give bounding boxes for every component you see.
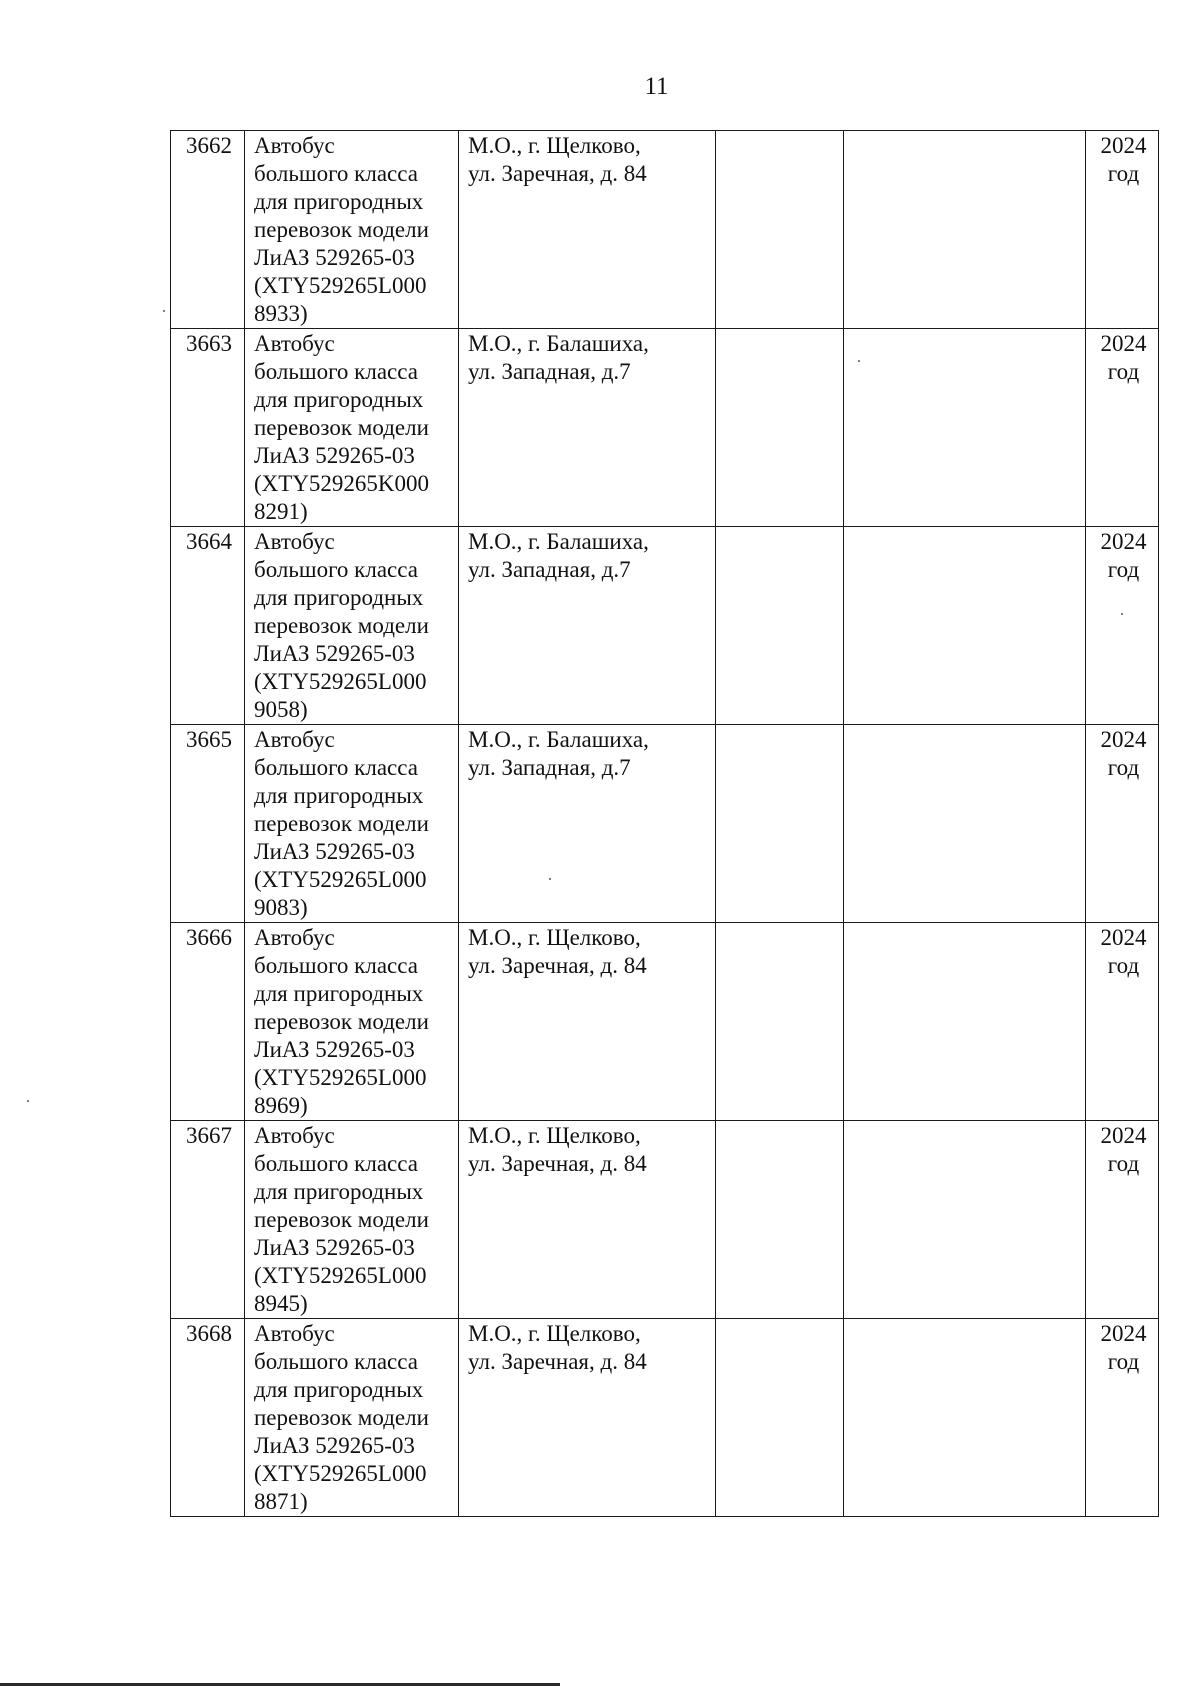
address-line: М.О., г. Щелково, xyxy=(468,1321,641,1346)
vehicle-name-line: Автобус xyxy=(254,133,335,158)
scan-speck xyxy=(27,1100,29,1102)
empty-cell xyxy=(716,923,844,1121)
vehicle-name-cell xyxy=(245,329,459,527)
row-number: 3668 xyxy=(186,1321,232,1346)
vehicle-name-line: (XTY529265K000 xyxy=(254,471,430,496)
scan-edge-line xyxy=(0,1683,560,1686)
address-cell xyxy=(459,527,716,725)
vehicle-name-line: 8291) xyxy=(254,499,308,524)
vehicle-name-line: (XTY529265L000 xyxy=(254,1065,427,1090)
empty-cell xyxy=(844,725,1086,923)
address-cell xyxy=(459,131,716,329)
address-line: М.О., г. Балашиха, xyxy=(468,727,649,752)
year-line: 2024 xyxy=(1100,1321,1147,1346)
vehicle-name-line: (XTY529265L000 xyxy=(254,1263,427,1288)
row-number-cell xyxy=(171,725,245,923)
scan-speck xyxy=(858,360,860,362)
vehicle-name-line: большого класса xyxy=(254,1349,418,1374)
row-number: 3665 xyxy=(186,727,232,752)
vehicle-name-line: Автобус xyxy=(254,925,335,950)
vehicle-name-line: ЛиАЗ 529265-03 xyxy=(254,443,415,468)
vehicle-name-line: большого класса xyxy=(254,953,418,978)
empty-cell xyxy=(844,131,1086,329)
page-number: 11 xyxy=(644,73,669,100)
vehicle-name-line: для пригородных xyxy=(254,981,424,1006)
year-cell xyxy=(1086,725,1159,923)
vehicle-name-line: (XTY529265L000 xyxy=(254,867,427,892)
vehicle-name-line: перевозок модели xyxy=(254,1405,429,1430)
row-number: 3663 xyxy=(186,331,232,356)
table-row xyxy=(171,725,1159,923)
vehicle-name-line: ЛиАЗ 529265-03 xyxy=(254,1235,415,1260)
address-line: ул. Заречная, д. 84 xyxy=(468,161,647,186)
row-number: 3667 xyxy=(186,1123,232,1148)
address-line: М.О., г. Балашиха, xyxy=(468,529,649,554)
address-cell xyxy=(459,923,716,1121)
year-line: год xyxy=(1107,557,1140,582)
scan-speck xyxy=(1121,613,1123,615)
year-line: год xyxy=(1107,1151,1140,1176)
vehicle-name-line: 8933) xyxy=(254,301,308,326)
empty-cell xyxy=(844,1319,1086,1517)
row-number: 3666 xyxy=(186,925,232,950)
address-line: ул. Заречная, д. 84 xyxy=(468,953,647,978)
empty-cell xyxy=(716,1121,844,1319)
vehicle-registry-table xyxy=(170,130,1159,1517)
row-number-cell xyxy=(171,329,245,527)
address-cell xyxy=(459,1121,716,1319)
row-number-cell xyxy=(171,923,245,1121)
row-number: 3664 xyxy=(186,529,232,554)
vehicle-name-line: перевозок модели xyxy=(254,1009,429,1034)
scan-speck xyxy=(163,310,165,312)
vehicle-name-line: Автобус xyxy=(254,727,335,752)
address-line: ул. Западная, д.7 xyxy=(468,755,631,780)
vehicle-name-line: ЛиАЗ 529265-03 xyxy=(254,641,415,666)
row-number: 3662 xyxy=(186,133,232,158)
year-cell xyxy=(1086,527,1159,725)
vehicle-name-cell xyxy=(245,725,459,923)
empty-cell xyxy=(844,329,1086,527)
address-cell xyxy=(459,725,716,923)
vehicle-name-line: ЛиАЗ 529265-03 xyxy=(254,245,415,270)
vehicle-name-line: (XTY529265L000 xyxy=(254,669,427,694)
vehicle-name-line: ЛиАЗ 529265-03 xyxy=(254,1037,415,1062)
vehicle-name-line: большого класса xyxy=(254,557,418,582)
address-line: ул. Западная, д.7 xyxy=(468,557,631,582)
vehicle-name-line: 8871) xyxy=(254,1489,308,1514)
vehicle-name-line: большого класса xyxy=(254,359,418,384)
scan-speck xyxy=(549,878,551,880)
table-row xyxy=(171,1121,1159,1319)
year-cell xyxy=(1086,329,1159,527)
empty-cell xyxy=(716,329,844,527)
year-line: 2024 xyxy=(1100,727,1147,752)
vehicle-name-line: большого класса xyxy=(254,161,418,186)
vehicle-name-line: Автобус xyxy=(254,331,335,356)
vehicle-name-line: ЛиАЗ 529265-03 xyxy=(254,1433,415,1458)
vehicle-name-line: 9083) xyxy=(254,895,308,920)
vehicle-name-cell xyxy=(245,527,459,725)
row-number-cell xyxy=(171,131,245,329)
empty-cell xyxy=(716,1319,844,1517)
year-line: 2024 xyxy=(1100,133,1147,158)
address-line: ул. Заречная, д. 84 xyxy=(468,1151,647,1176)
address-line: М.О., г. Щелково, xyxy=(468,1123,641,1148)
year-line: год xyxy=(1107,1349,1140,1374)
vehicle-name-line: (XTY529265L000 xyxy=(254,1461,427,1486)
empty-cell xyxy=(844,923,1086,1121)
registry-table-body xyxy=(171,131,1159,1517)
row-number-cell xyxy=(171,1121,245,1319)
vehicle-name-line: Автобус xyxy=(254,1123,335,1148)
table-row xyxy=(171,329,1159,527)
year-line: год xyxy=(1107,953,1140,978)
address-cell xyxy=(459,329,716,527)
year-line: 2024 xyxy=(1100,1123,1147,1148)
vehicle-name-cell xyxy=(245,1319,459,1517)
year-line: 2024 xyxy=(1100,925,1147,950)
table-row xyxy=(171,527,1159,725)
vehicle-name-line: большого класса xyxy=(254,755,418,780)
vehicle-name-line: Автобус xyxy=(254,1321,335,1346)
vehicle-name-line: 8969) xyxy=(254,1093,308,1118)
vehicle-name-line: 8945) xyxy=(254,1291,308,1316)
address-line: М.О., г. Балашиха, xyxy=(468,331,649,356)
year-line: год xyxy=(1107,755,1140,780)
empty-cell xyxy=(844,1121,1086,1319)
address-cell xyxy=(459,1319,716,1517)
vehicle-name-line: ЛиАЗ 529265-03 xyxy=(254,839,415,864)
vehicle-name-line: перевозок модели xyxy=(254,811,429,836)
vehicle-name-line: для пригородных xyxy=(254,585,424,610)
empty-cell xyxy=(716,527,844,725)
address-line: М.О., г. Щелково, xyxy=(468,925,641,950)
address-line: ул. Заречная, д. 84 xyxy=(468,1349,647,1374)
vehicle-name-line: для пригородных xyxy=(254,783,424,808)
year-cell xyxy=(1086,1121,1159,1319)
address-line: ул. Западная, д.7 xyxy=(468,359,631,384)
table-row xyxy=(171,131,1159,329)
address-line: М.О., г. Щелково, xyxy=(468,133,641,158)
vehicle-name-line: большого класса xyxy=(254,1151,418,1176)
vehicle-name-line: Автобус xyxy=(254,529,335,554)
vehicle-name-line: перевозок модели xyxy=(254,415,429,440)
year-cell xyxy=(1086,923,1159,1121)
year-line: год xyxy=(1107,359,1140,384)
year-line: 2024 xyxy=(1100,529,1147,554)
vehicle-name-line: для пригородных xyxy=(254,189,424,214)
vehicle-name-line: 9058) xyxy=(254,697,308,722)
year-cell xyxy=(1086,131,1159,329)
table-row xyxy=(171,1319,1159,1517)
vehicle-name-line: перевозок модели xyxy=(254,1207,429,1232)
vehicle-name-line: для пригородных xyxy=(254,1377,424,1402)
vehicle-name-cell xyxy=(245,923,459,1121)
row-number-cell xyxy=(171,527,245,725)
vehicle-name-line: для пригородных xyxy=(254,387,424,412)
vehicle-name-line: перевозок модели xyxy=(254,613,429,638)
vehicle-name-cell xyxy=(245,1121,459,1319)
year-cell xyxy=(1086,1319,1159,1517)
vehicle-name-line: (XTY529265L000 xyxy=(254,273,427,298)
vehicle-name-line: для пригородных xyxy=(254,1179,424,1204)
year-line: год xyxy=(1107,161,1140,186)
row-number-cell xyxy=(171,1319,245,1517)
year-line: 2024 xyxy=(1100,331,1147,356)
empty-cell xyxy=(716,131,844,329)
table-row xyxy=(171,923,1159,1121)
vehicle-name-cell xyxy=(245,131,459,329)
empty-cell xyxy=(844,527,1086,725)
vehicle-name-line: перевозок модели xyxy=(254,217,429,242)
empty-cell xyxy=(716,725,844,923)
